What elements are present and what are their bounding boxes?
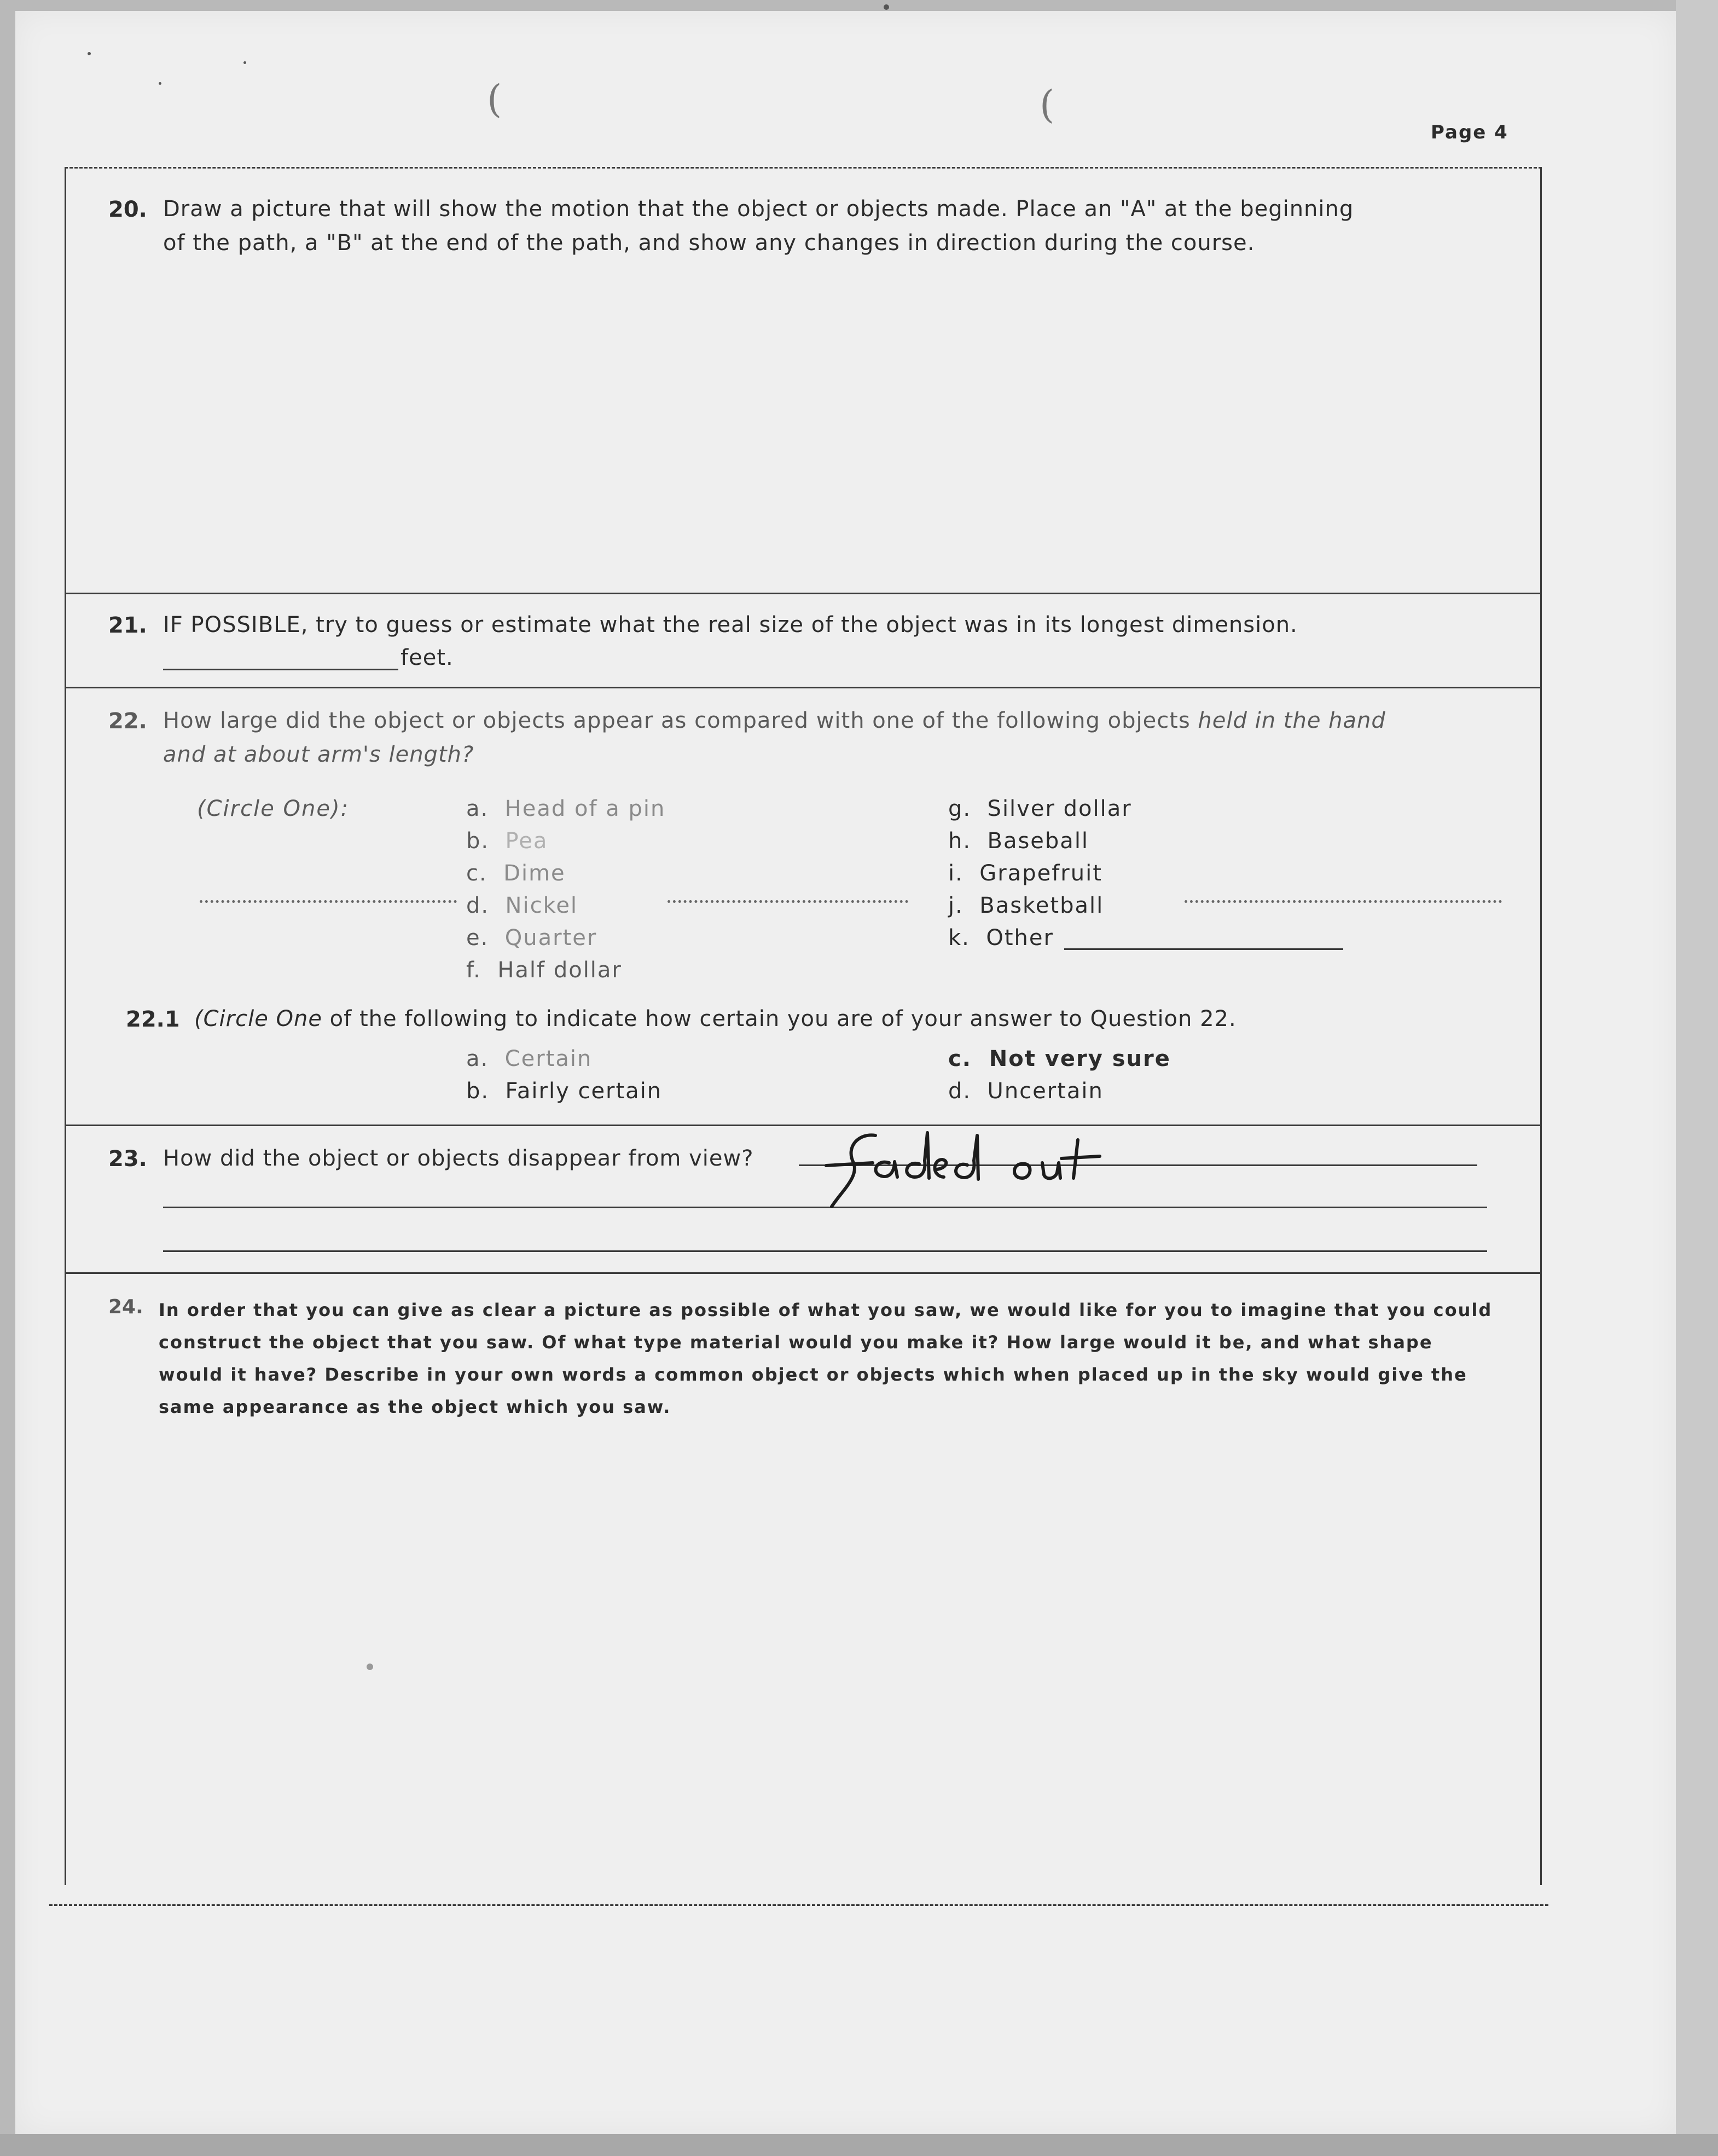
option-label: Uncertain [987, 1079, 1104, 1104]
option-letter: a. [466, 1046, 489, 1071]
question-22-option-a[interactable] [466, 796, 665, 821]
option-letter: h. [948, 828, 972, 854]
scan-artifact-arc: ( [1040, 82, 1055, 127]
option-label: Quarter [504, 925, 597, 951]
option-letter: b. [466, 828, 490, 854]
scan-speck [884, 4, 889, 10]
question-22-option-g[interactable] [948, 796, 1132, 821]
question-22-text-line1 [163, 704, 1386, 738]
option-label: Dime [503, 861, 566, 886]
option-letter: c. [466, 861, 487, 886]
divider-20-21 [65, 593, 1542, 594]
question-22-text-main: How large did the object or objects appear as compared with one of the following objects [163, 708, 1198, 733]
question-20-number: 20. [108, 197, 147, 222]
option-label: Pea [505, 828, 548, 854]
scan-edge-bottom [0, 2134, 1718, 2156]
question-21-unit: feet. [401, 645, 454, 670]
option-letter: b. [466, 1079, 490, 1104]
dotted-guide-line-mid [668, 900, 908, 903]
question-22-option-e[interactable] [466, 925, 597, 951]
option-label: Basketball [979, 893, 1104, 918]
option-label: Grapefruit [979, 861, 1102, 886]
question-23-answer-line-3[interactable] [163, 1250, 1487, 1252]
question-22-option-c[interactable] [466, 861, 566, 886]
question-23-text: How did the object or objects disappear from view? [163, 1146, 754, 1171]
question-20-drawing-area[interactable] [68, 268, 1537, 588]
question-22-option-h[interactable] [948, 828, 1089, 854]
scan-speck [243, 61, 246, 64]
question-22-1-option-d[interactable] [948, 1079, 1104, 1104]
option-letter: a. [466, 796, 489, 821]
question-22-option-k[interactable] [948, 925, 1054, 951]
option-label: Baseball [987, 828, 1089, 854]
question-24-text-line3: would it have? Describe in your own words a common object or objects which when placed up in the sky would give the [159, 1364, 1467, 1385]
question-22-1-option-a[interactable] [466, 1046, 592, 1071]
question-22-1-option-c[interactable] [948, 1046, 1171, 1071]
scan-artifact-arc: ( [487, 77, 502, 121]
scan-speck [159, 82, 161, 85]
question-22-option-d[interactable] [466, 893, 578, 918]
option-letter: e. [466, 925, 489, 951]
question-22-1-text-rest: of the following to indicate how certain you are of your answer to Question 22. [322, 1006, 1237, 1031]
scan-speck [88, 52, 91, 55]
frame-right-border [1540, 167, 1542, 1885]
option-letter: g. [948, 796, 972, 821]
question-21-number: 21. [108, 613, 147, 638]
question-22-option-b[interactable] [466, 828, 548, 854]
option-letter: d. [466, 893, 490, 918]
question-22-instruction: (Circle One): [197, 796, 350, 821]
question-24-text-line2: construct the object that you saw. Of what type material would you make it? How large would it be, and what shape [159, 1332, 1433, 1353]
option-label: Other [986, 925, 1054, 951]
option-letter: i. [948, 861, 964, 886]
question-24-number: 24. [108, 1296, 143, 1318]
option-letter: d. [948, 1079, 972, 1104]
question-24-text-line4: same appearance as the object which you saw. [159, 1396, 671, 1417]
dotted-guide-line-right [1185, 900, 1502, 903]
question-20-text-line1: Draw a picture that will show the motion that the object or objects made. Place an "A" at the beginning [163, 196, 1354, 222]
option-label: Half dollar [497, 958, 622, 983]
question-24-text-line1: In order that you can give as clear a picture as possible of what you saw, we would like for you to imagine that you could [159, 1300, 1493, 1320]
question-20-text-line2: of the path, a "B" at the end of the path, and show any changes in direction during the course. [163, 230, 1255, 256]
option-letter: k. [948, 925, 970, 951]
question-22-1-option-b[interactable] [466, 1079, 662, 1104]
option-letter: c. [948, 1046, 972, 1071]
question-21-text [163, 608, 1298, 642]
question-22-other-field[interactable] [1064, 948, 1343, 950]
question-22-1-text [194, 1002, 1237, 1036]
frame-bottom-border [49, 1904, 1548, 1906]
question-22-option-f[interactable] [466, 958, 622, 983]
frame-top-border [65, 167, 1542, 169]
option-letter: f. [466, 958, 481, 983]
question-22-option-j[interactable] [948, 893, 1104, 918]
question-21-emphasis: IF POSSIBLE, [163, 612, 309, 637]
option-label: Silver dollar [987, 796, 1132, 821]
question-22-option-i[interactable] [948, 861, 1102, 886]
question-24-answer-area[interactable] [68, 1434, 1537, 1882]
divider-23-24 [65, 1272, 1542, 1274]
option-label: Fairly certain [505, 1079, 663, 1104]
option-label: Head of a pin [504, 796, 666, 821]
question-22-text-line2: and at about arm's length? [163, 742, 474, 767]
scan-edge-right [1676, 0, 1718, 2156]
page-number: Page 4 [1431, 121, 1508, 143]
question-23-handwritten-answer [793, 1125, 1133, 1212]
option-letter: j. [948, 893, 964, 918]
question-21-size-field[interactable] [163, 669, 398, 670]
option-label: Certain [504, 1046, 593, 1071]
question-22-text-emphasis: held in the hand [1198, 708, 1386, 733]
divider-21-22 [65, 687, 1542, 688]
question-22-number: 22. [108, 709, 147, 734]
question-23-number: 23. [108, 1146, 147, 1172]
option-label: Not very sure [989, 1046, 1171, 1071]
frame-left-border [65, 167, 66, 1885]
option-label: Nickel [505, 893, 578, 918]
question-22-1-instruction: (Circle One [194, 1006, 322, 1031]
question-21-text-rest: try to guess or estimate what the real size of the object was in its longest dimension. [308, 612, 1298, 637]
question-22-1-number: 22.1 [126, 1007, 180, 1032]
dotted-guide-line-left [200, 900, 457, 903]
